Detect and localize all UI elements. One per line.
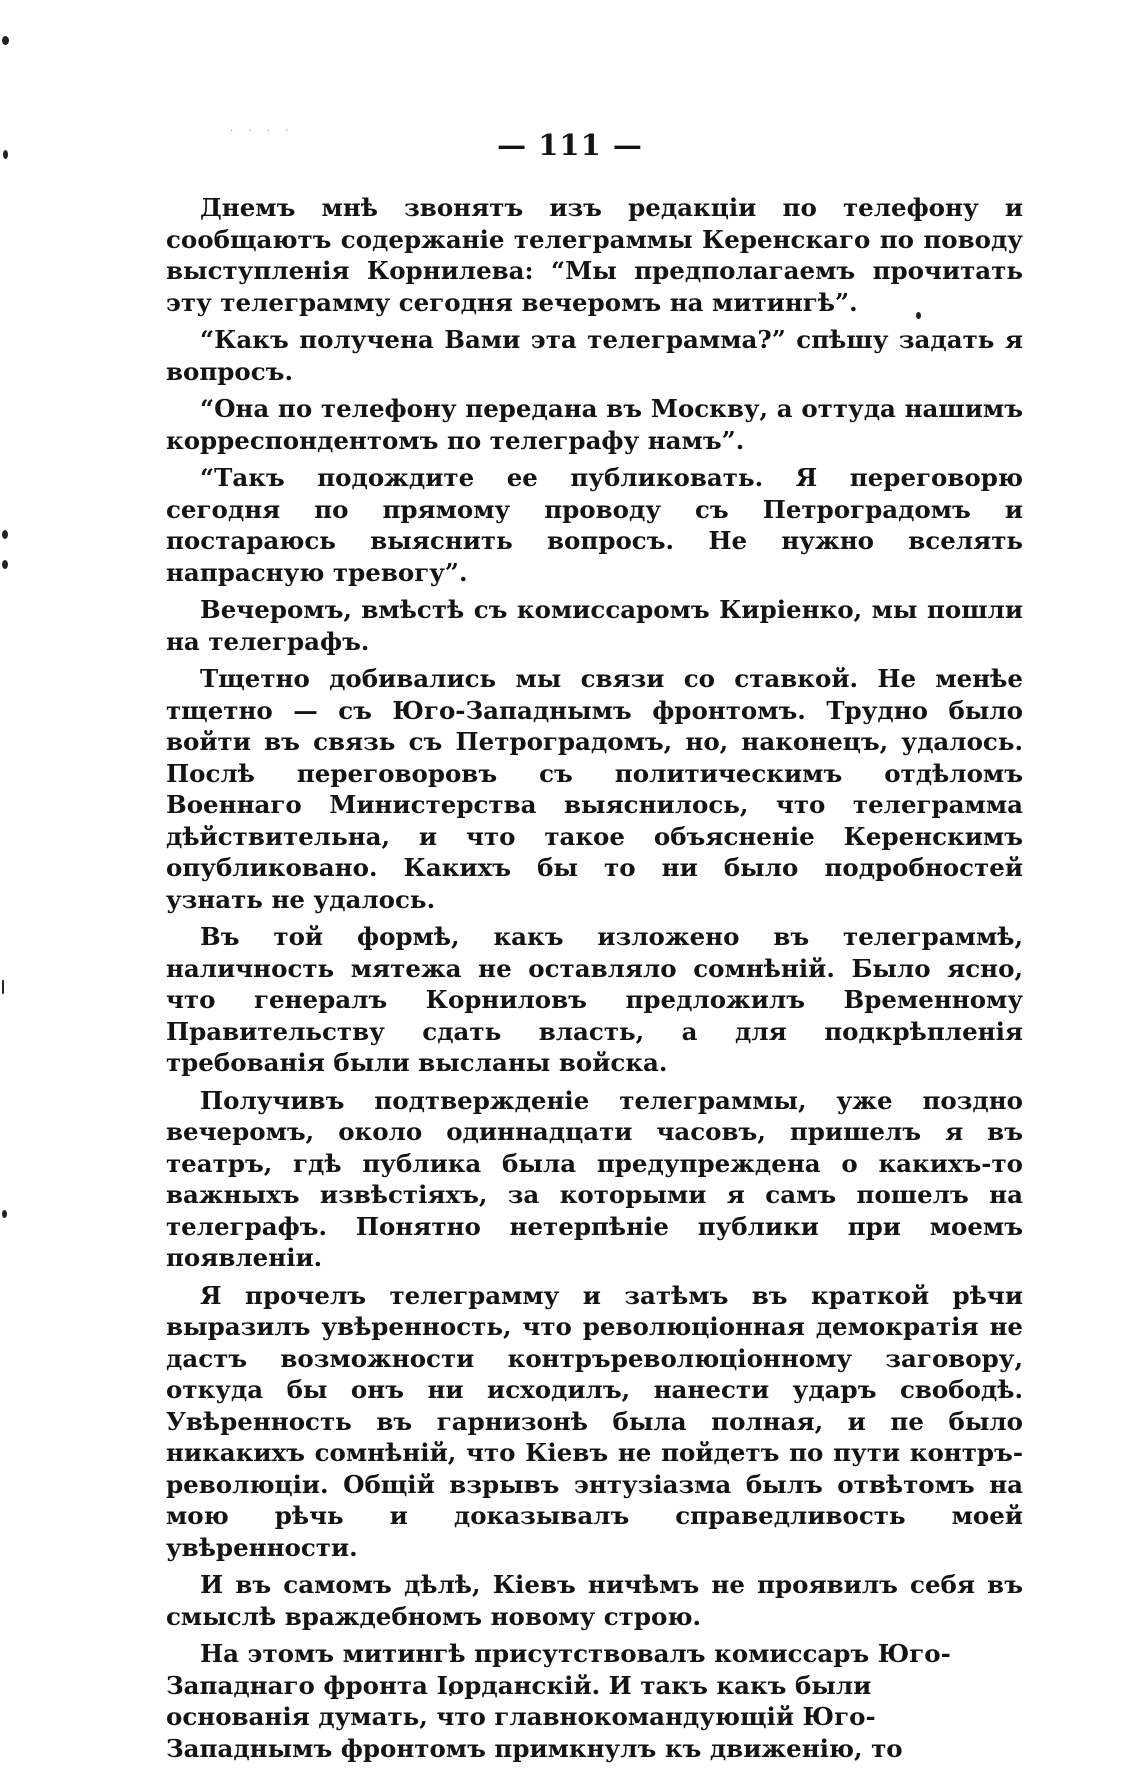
paragraph: И въ самомъ дѣлѣ, Кіевъ ничѣмъ не проявилъ себя въ смыслѣ враждебномъ новому строю. xyxy=(166,1570,1023,1631)
paragraph: “Она по телефону передана въ Москву, а оттуда нашимъ корреспондентомъ по телеграфу намъ”. xyxy=(166,394,1023,455)
paragraph: Вечеромъ, вмѣстѣ съ комиссаромъ Киріенко, мы пошли на телеграфъ. xyxy=(166,595,1023,656)
paragraph: На этомъ митингѣ присутствовалъ комиссаръ Юго-Западнаго фронта Іорданскій. И такъ какъ были основанія думать, что главнокомандующій Юго-Западнымъ фронтомъ примкнулъ къ движенію, то xyxy=(166,1639,951,1763)
paragraph: Я прочелъ телеграмму и затѣмъ въ краткой рѣчи выразилъ увѣренность, что революціонная демократія не дастъ возможности контръреволюціонному заговору, откуда бы онъ ни исходилъ, нанести ударъ свободѣ. Увѣренность въ гарнизонѣ была полная, и пе было никакихъ сомнѣній, что Кіевъ не пойдетъ по пути контръ-революціи. Общій взрывъ энтузіазма былъ отвѣтомъ на мою рѣчь и доказывалъ справедливость моей увѣренности. xyxy=(166,1280,1023,1562)
scan-noise: · · · · xyxy=(230,126,295,137)
paragraph: Получивъ подтвержденіе телеграммы, уже поздно вечеромъ, около одиннадцати часовъ, пришелъ я въ театръ, гдѣ публика была предупреждена о какихъ-то важныхъ извѣстіяхъ, за которыми я самъ пошелъ на телеграфъ. Понятно нетерпѣніе публики при моемъ появленіи. xyxy=(166,1085,1023,1272)
paragraph: Тщетно добивались мы связи со ставкой. Не менѣе тщетно — съ Юго-Западнымъ фронтомъ. Трудно было войти въ связь съ Петроградомъ, но, наконецъ, удалось. Послѣ переговоровъ съ политическимъ отдѣломъ Военнаго Министерства выяснилось, что телеграмма дѣйствительна, и что такое объясненіе Керенскимъ опубликовано. Какихъ бы то ни было подробностей узнать не удалось. xyxy=(166,664,1023,914)
scan-mark xyxy=(2,560,8,569)
page-number: — 111 — xyxy=(497,128,643,162)
scan-mark xyxy=(2,1210,7,1218)
scan-mark xyxy=(2,36,9,45)
body-text xyxy=(166,192,1023,1770)
paragraph: Въ той формѣ, какъ изложено въ телеграммѣ, наличность мятежа не оставляло сомнѣній. Было ясно, что генералъ Корниловъ предложилъ Временному Правительству сдать власть, а для подкрѣпленія требованія были высланы войска. xyxy=(166,922,1023,1077)
scan-mark xyxy=(2,530,8,539)
paragraph: “Какъ получена Вами эта телеграмма?” спѣшу задать я вопросъ. xyxy=(166,325,1023,386)
paragraph: “Такъ подождите ее публиковать. Я переговорю сегодня по прямому проводу съ Петроградомъ и постараюсь выяснить вопросъ. Не нужно вселять напрасную тревогу”. xyxy=(166,463,1023,587)
paragraph: Днемъ мнѣ звонятъ изъ редакціи по телефону и сообщаютъ содержаніе телеграммы Керенскаго по поводу выступленія Корнилева: “Мы предполагаемъ прочитать эту телеграмму сегодня вечеромъ на митингѣ”. xyxy=(166,193,1023,317)
scan-mark xyxy=(2,980,4,994)
